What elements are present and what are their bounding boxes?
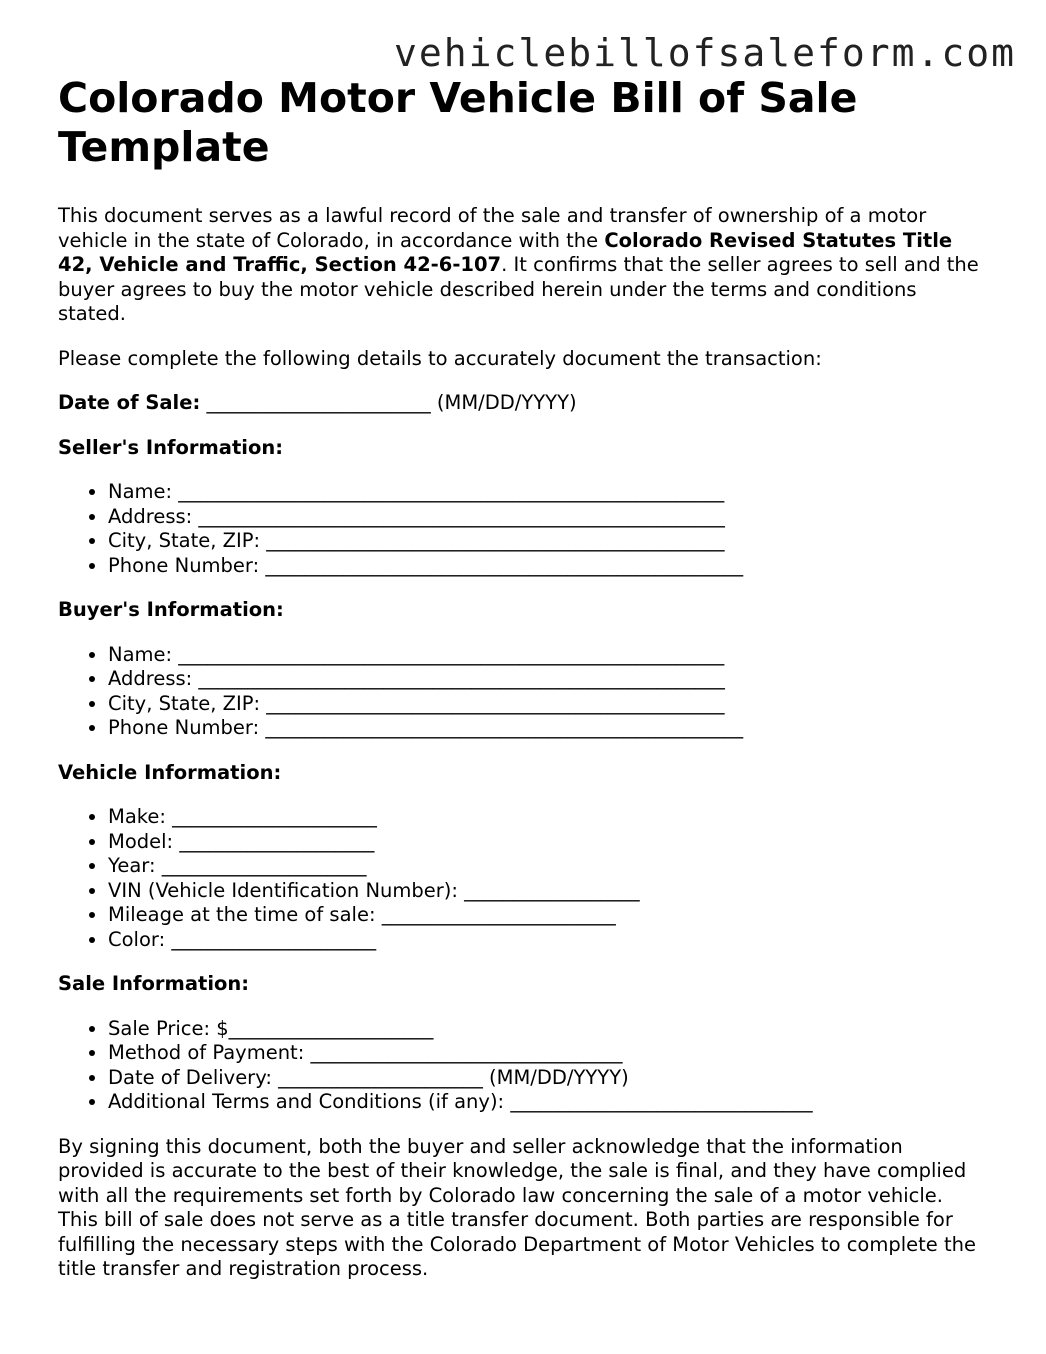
buyer-phone-field: • Phone Number: _________________________________________________	[108, 716, 988, 741]
buyer-city-state-zip-field: • City, State, ZIP: _______________________________________________	[108, 692, 988, 717]
vehicle-year-field: • Year: _____________________	[108, 854, 988, 879]
sale-list	[58, 1017, 988, 1115]
vehicle-vin-field: • VIN (Vehicle Identification Number): __________________	[108, 879, 988, 904]
seller-list	[58, 480, 988, 578]
seller-name-field: • Name: ________________________________________________________	[108, 480, 988, 505]
document-body	[58, 74, 988, 1302]
buyer-list	[58, 643, 988, 741]
buyer-address-field: • Address: ______________________________________________________	[108, 667, 988, 692]
statute-reference: Colorado Revised Statutes Title 42, Vehicle and Traffic, Section 42-6-107	[58, 228, 953, 276]
seller-city-state-zip-field: • City, State, ZIP: _______________________________________________	[108, 529, 988, 554]
vehicle-list	[58, 805, 988, 952]
vehicle-heading: Vehicle Information:	[58, 760, 282, 784]
date-of-sale-line	[58, 391, 988, 416]
page-title: Colorado Motor Vehicle Bill of Sale Template	[58, 74, 858, 171]
closing-paragraph: By signing this document, both the buyer and seller acknowledge that the information provided is accurate to the best of their knowledge, the sale is final, and they have complied with all the requirements set forth by Colorado law concerning the sale of a motor vehicle. This bill of sale does not serve as a title transfer document. Both parties are responsible for fulfilling the necessary steps with the Colorado Department of Motor Vehicles to complete the title transfer and registration process.	[58, 1134, 976, 1280]
date-of-sale-label: Date of Sale:	[58, 391, 201, 414]
buyer-name-field: • Name: ________________________________________________________	[108, 643, 988, 668]
additional-terms-field: • Additional Terms and Conditions (if any): _______________________________	[108, 1090, 988, 1115]
instruction-text: Please complete the following details to accurately document the transaction:	[58, 346, 822, 370]
buyer-heading: Buyer's Information:	[58, 598, 284, 621]
vehicle-make-field: • Make: _____________________	[108, 805, 988, 830]
vehicle-color-field: • Color: _____________________	[108, 928, 988, 953]
seller-phone-field: • Phone Number: _________________________________________________	[108, 554, 988, 579]
sale-heading: Sale Information:	[58, 972, 250, 995]
date-of-sale-field: _______________________ (MM/DD/YYYY)	[200, 391, 577, 414]
intro-text-2: . It confirms that the seller agrees to sell and the buyer agrees to buy the motor vehicle described herein under the terms and conditions stated.	[58, 253, 979, 325]
seller-address-field: • Address: ______________________________________________________	[108, 505, 988, 530]
intro-text-1: This document serves as a lawful record of the sale and transfer of ownership of a motor vehicle in the state of Colorado, in accordance with the	[58, 204, 927, 252]
vehicle-model-field: • Model: ____________________	[108, 830, 988, 855]
delivery-date-field: • Date of Delivery: _____________________ (MM/DD/YYYY)	[108, 1066, 988, 1091]
watermark: vehiclebillofsaleform.com	[394, 31, 1016, 75]
sale-price-field: • Sale Price: $_____________________	[108, 1017, 988, 1042]
seller-heading: Seller's Information:	[58, 435, 284, 459]
payment-method-field: • Method of Payment: ________________________________	[108, 1041, 988, 1066]
vehicle-mileage-field: • Mileage at the time of sale: ________________________	[108, 903, 988, 928]
intro-paragraph	[58, 204, 988, 327]
